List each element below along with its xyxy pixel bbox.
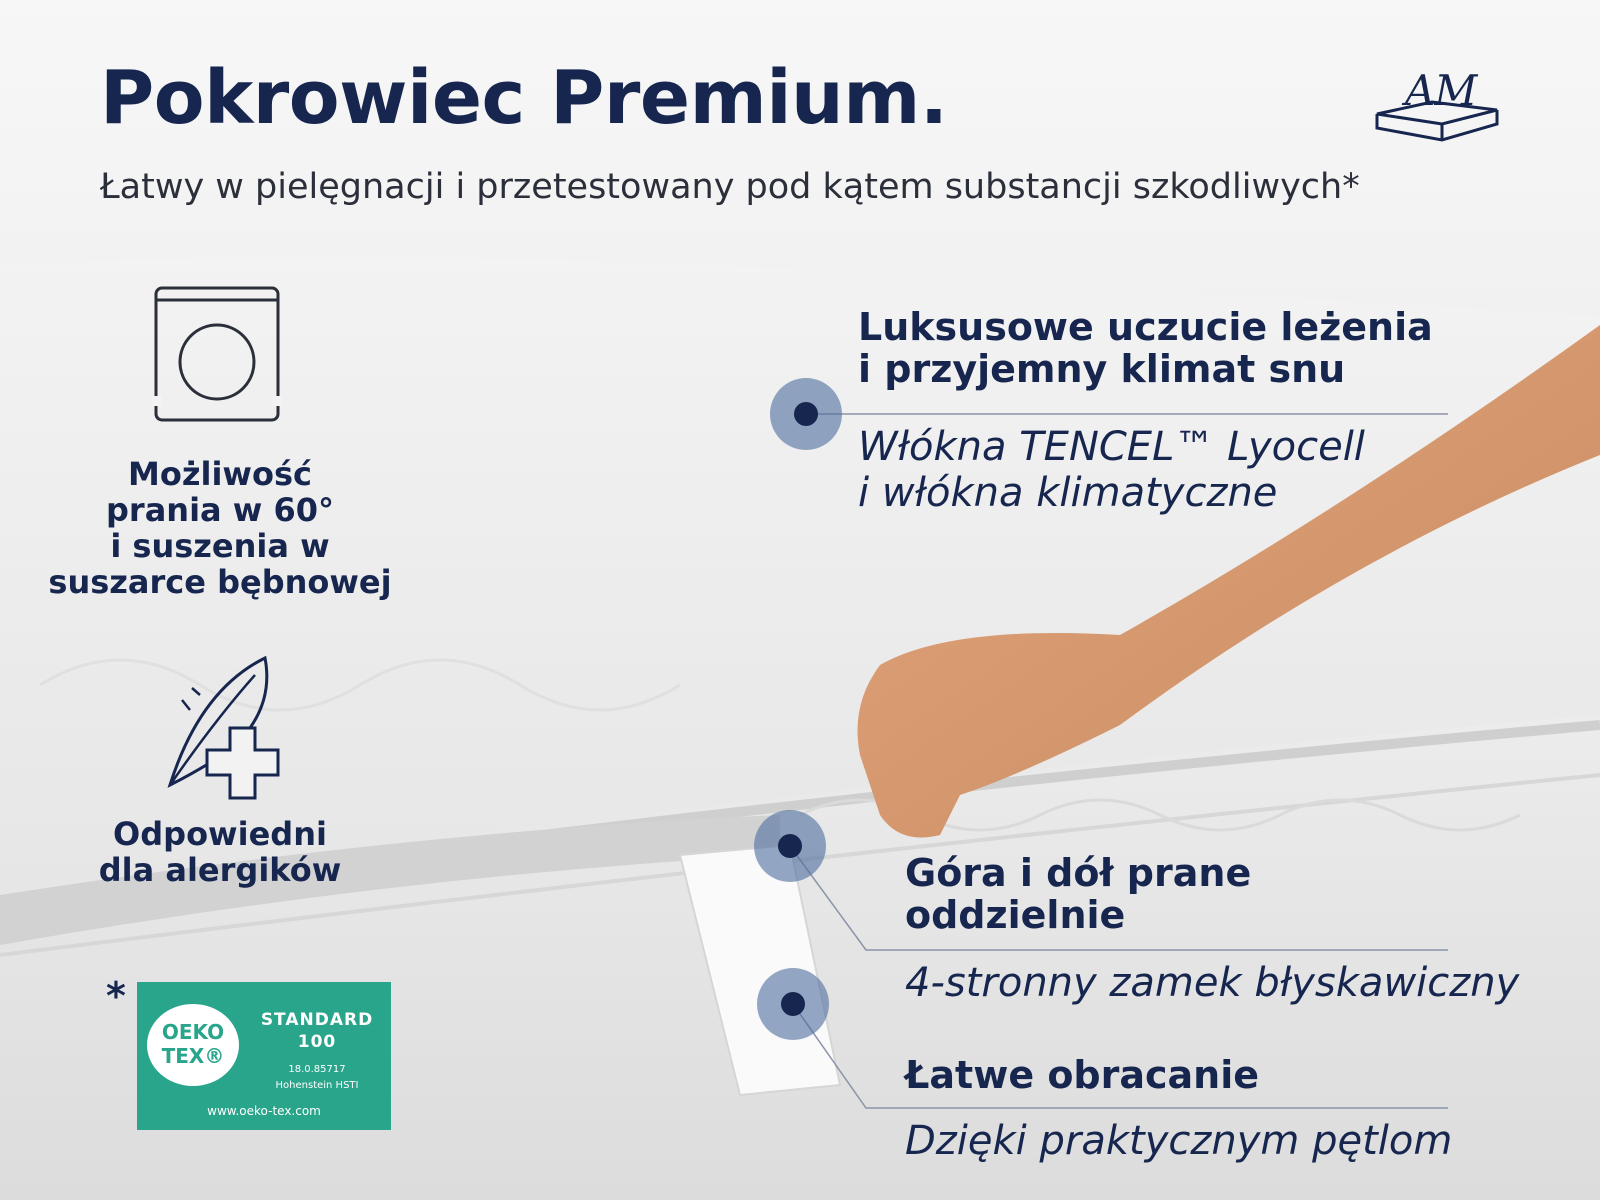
callout-dot (770, 378, 842, 450)
footnote-asterisk: * (106, 974, 126, 1018)
feature-allergy-line: Odpowiedni (113, 815, 327, 853)
feature-allergy-line: dla alergików (98, 851, 342, 889)
oeko-code: 18.0.85717 (288, 1064, 346, 1075)
callout-sub-line: i włókna klimatyczne (858, 470, 1278, 516)
callout-title-comfort (858, 306, 1433, 390)
callout-title-line: oddzielnie (905, 893, 1126, 937)
oeko-brand-line: OEKO (161, 1020, 225, 1044)
washing-machine-icon (152, 284, 282, 424)
oeko-institute: Hohenstein HSTI (275, 1080, 359, 1091)
feature-allergy (70, 816, 370, 888)
oeko-standard: STANDARD (260, 1010, 374, 1030)
oeko-url: www.oeko-tex.com (207, 1104, 321, 1118)
callout-title-line: Góra i dół prane (905, 851, 1252, 895)
feature-washing-line: suszarce bębnowej (48, 563, 392, 601)
feature-washing (40, 456, 400, 600)
callout-title-line: Łatwe obracanie (905, 1053, 1260, 1097)
oeko-brand-line: TEX® (161, 1044, 225, 1068)
page-title: Pokrowiec Premium. (100, 55, 948, 141)
callout-title-zip (905, 852, 1251, 936)
callout-title-line: i przyjemny klimat snu (858, 347, 1346, 391)
oeko-tex-label (137, 982, 391, 1130)
brand-logo-text: AM (1405, 66, 1477, 115)
callout-sub-comfort (858, 424, 1365, 516)
callout-sub-line: Włókna TENCEL™ Lyocell (858, 424, 1365, 470)
callout-title-turning (905, 1054, 1259, 1096)
callout-sub-line: 4-stronny zamek błyskawiczny (905, 960, 1520, 1006)
feature-washing-line: Możliwość (128, 455, 312, 493)
callout-sub-zip (905, 960, 1519, 1006)
page-subtitle: Łatwy w pielęgnacji i przetestowany pod kątem substancji szkodliwych* (100, 167, 1360, 207)
callout-sub-line: Dzięki praktycznym pętlom (905, 1118, 1453, 1164)
callout-sub-turning (905, 1118, 1452, 1164)
callout-dot (757, 968, 829, 1040)
callout-title-line: Luksusowe uczucie leżenia (858, 305, 1433, 349)
feather-cross-icon (160, 650, 285, 800)
feature-washing-line: prania w 60° (106, 491, 334, 529)
oeko-standard-number: 100 (297, 1032, 337, 1052)
feature-washing-line: i suszenia w (110, 527, 330, 565)
callout-dot (754, 810, 826, 882)
